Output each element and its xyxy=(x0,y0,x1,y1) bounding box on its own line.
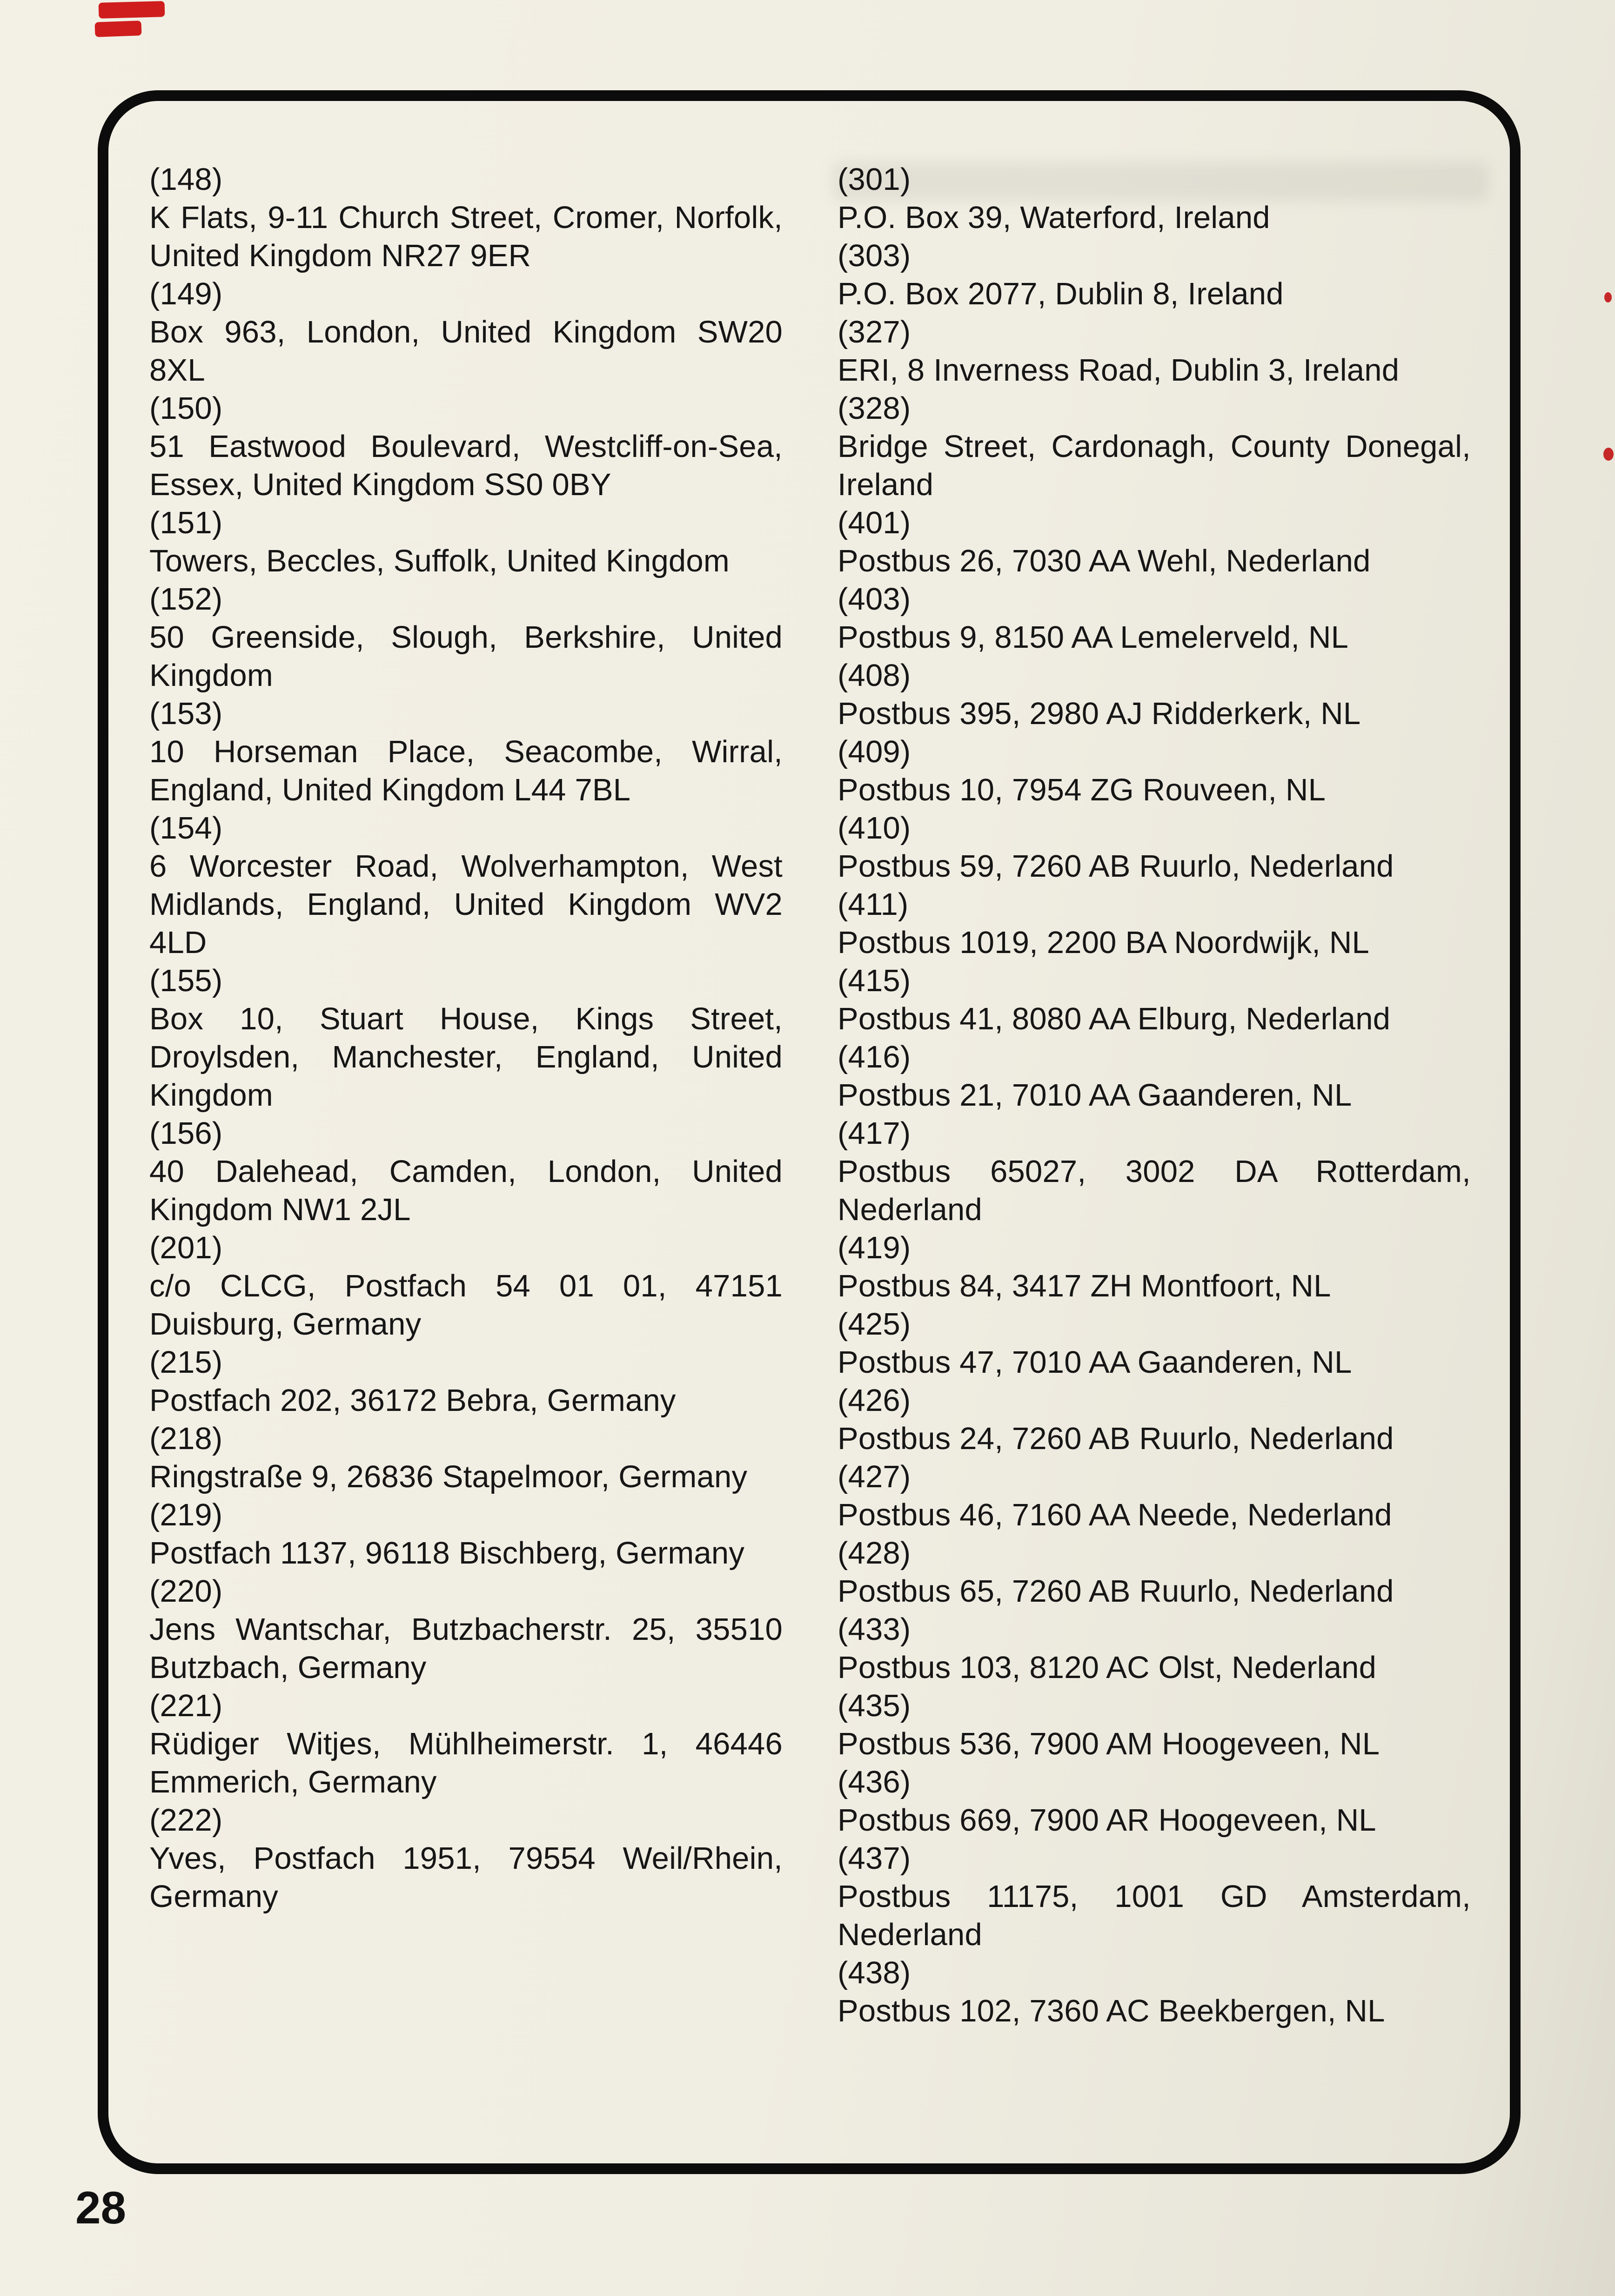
entry-address: Yves, Postfach 1951, 79554 Weil/Rhein, Germany xyxy=(149,1841,783,1914)
address-entry xyxy=(838,1839,1471,1954)
entry-code: (155) xyxy=(149,963,223,998)
entry-code: (416) xyxy=(838,1040,911,1074)
address-entry xyxy=(149,161,783,275)
entry-code: (411) xyxy=(838,887,909,922)
address-entry xyxy=(838,886,1471,962)
entry-code: (303) xyxy=(838,238,911,273)
address-entry xyxy=(838,1229,1471,1305)
entry-code: (153) xyxy=(149,696,223,731)
address-entry xyxy=(838,809,1471,886)
address-entry xyxy=(149,275,783,389)
entry-code: (436) xyxy=(838,1765,911,1799)
entry-code: (328) xyxy=(838,391,911,426)
entry-address: K Flats, 9-11 Church Street, Cromer, Norfolk, United Kingdom NR27 9ER xyxy=(149,200,783,273)
address-entry xyxy=(149,1229,783,1343)
entry-code: (220) xyxy=(149,1574,223,1609)
red-ink-speck xyxy=(1604,292,1612,302)
entry-address: Bridge Street, Cardonagh, County Donegal, Ireland xyxy=(838,429,1471,502)
address-entry xyxy=(838,1687,1471,1763)
entry-address: Postbus 26, 7030 AA Wehl, Nederland xyxy=(838,544,1371,578)
entry-address: Postbus 395, 2980 AJ Ridderkerk, NL xyxy=(838,696,1361,731)
entry-code: (219) xyxy=(149,1497,223,1532)
red-ink-mark xyxy=(99,1,165,19)
entry-address: P.O. Box 39, Waterford, Ireland xyxy=(838,200,1270,235)
address-entry xyxy=(838,1038,1471,1114)
entry-address: Ringstraße 9, 26836 Stapelmoor, Germany xyxy=(149,1459,748,1494)
entry-code: (419) xyxy=(838,1230,911,1265)
entry-address: Postbus 669, 7900 AR Hoogeveen, NL xyxy=(838,1803,1376,1838)
address-entry xyxy=(838,1305,1471,1382)
entry-address: Towers, Beccles, Suffolk, United Kingdom xyxy=(149,544,730,578)
entry-address: 10 Horseman Place, Seacombe, Wirral, England, United Kingdom L44 7BL xyxy=(149,734,783,807)
entry-code: (150) xyxy=(149,391,223,426)
entry-address: Postbus 9, 8150 AA Lemelerveld, NL xyxy=(838,620,1349,655)
two-column-layout xyxy=(149,161,1471,2030)
entry-code: (409) xyxy=(838,734,911,769)
entry-address: Postbus 41, 8080 AA Elburg, Nederland xyxy=(838,1001,1391,1036)
entry-code: (417) xyxy=(838,1116,911,1151)
entry-code: (152) xyxy=(149,582,223,617)
address-entry xyxy=(838,1382,1471,1458)
entry-code: (222) xyxy=(149,1803,223,1838)
entry-code: (433) xyxy=(838,1612,911,1647)
entry-address: Postbus 24, 7260 AB Ruurlo, Nederland xyxy=(838,1421,1394,1456)
entry-address: Postbus 103, 8120 AC Olst, Nederland xyxy=(838,1650,1377,1685)
address-entry xyxy=(149,1572,783,1687)
entry-code: (148) xyxy=(149,162,223,197)
address-entry xyxy=(149,1687,783,1801)
address-entry xyxy=(838,389,1471,504)
address-entry xyxy=(838,1114,1471,1229)
entry-address: Rüdiger Witjes, Mühlheimerstr. 1, 46446 Emmerich, Germany xyxy=(149,1726,783,1799)
entry-address: Box 963, London, United Kingdom SW20 8XL xyxy=(149,315,783,388)
address-entry xyxy=(838,237,1471,313)
entry-address: Postbus 536, 7900 AM Hoogeveen, NL xyxy=(838,1726,1380,1761)
address-entry xyxy=(838,733,1471,809)
address-entry xyxy=(149,809,783,962)
entry-code: (410) xyxy=(838,811,911,846)
entry-code: (201) xyxy=(149,1230,223,1265)
entry-address: 51 Eastwood Boulevard, Westcliff-on-Sea, Essex, United Kingdom SS0 0BY xyxy=(149,429,783,502)
entry-code: (437) xyxy=(838,1841,911,1876)
address-entry xyxy=(838,962,1471,1038)
address-entry xyxy=(149,695,783,809)
entry-code: (151) xyxy=(149,505,223,540)
entry-code: (425) xyxy=(838,1307,911,1342)
address-entry xyxy=(149,1801,783,1916)
address-entry xyxy=(149,962,783,1114)
entry-address: Postbus 1019, 2200 BA Noordwijk, NL xyxy=(838,925,1369,960)
entry-address: Jens Wantschar, Butzbacherstr. 25, 35510 Butzbach, Germany xyxy=(149,1612,783,1685)
address-entry xyxy=(838,1763,1471,1839)
entry-code: (156) xyxy=(149,1116,223,1151)
entry-address: 40 Dalehead, Camden, London, United Kingdom NW1 2JL xyxy=(149,1154,783,1227)
entry-address: 6 Worcester Road, Wolverhampton, West Midlands, England, United Kingdom WV2 4LD xyxy=(149,849,783,960)
address-entry xyxy=(838,1954,1471,2030)
entry-code: (415) xyxy=(838,963,911,998)
address-entry xyxy=(149,1343,783,1420)
entry-address: Postbus 21, 7010 AA Gaanderen, NL xyxy=(838,1078,1352,1113)
entry-address: c/o CLCG, Postfach 54 01 01, 47151 Duisburg, Germany xyxy=(149,1269,783,1342)
entry-code: (154) xyxy=(149,811,223,846)
entry-address: Postbus 84, 3417 ZH Montfoort, NL xyxy=(838,1269,1331,1303)
address-list-frame xyxy=(98,90,1521,2174)
address-entry xyxy=(149,580,783,695)
entry-code: (221) xyxy=(149,1688,223,1723)
entry-address: Postfach 1137, 96118 Bischberg, Germany xyxy=(149,1536,745,1571)
entry-address: Postbus 59, 7260 AB Ruurlo, Nederland xyxy=(838,849,1394,884)
entry-code: (426) xyxy=(838,1383,911,1418)
entry-address: Postbus 11175, 1001 GD Amsterdam, Nederland xyxy=(838,1879,1471,1952)
entry-address: ERI, 8 Inverness Road, Dublin 3, Ireland xyxy=(838,353,1400,388)
address-entry xyxy=(838,1458,1471,1534)
address-entry xyxy=(838,657,1471,733)
red-ink-speck xyxy=(1603,448,1614,461)
entry-address: Box 10, Stuart House, Kings Street, Droylsden, Manchester, England, United Kingdom xyxy=(149,1001,783,1113)
address-entry xyxy=(838,313,1471,389)
entry-address: Postbus 46, 7160 AA Neede, Nederland xyxy=(838,1497,1392,1532)
entry-code: (403) xyxy=(838,582,911,617)
entry-address: Postbus 10, 7954 ZG Rouveen, NL xyxy=(838,772,1326,807)
red-ink-mark xyxy=(94,20,141,37)
address-entry xyxy=(149,504,783,580)
address-entry xyxy=(838,161,1471,237)
entry-code: (427) xyxy=(838,1459,911,1494)
address-entry xyxy=(838,580,1471,657)
entry-address: Postbus 65027, 3002 DA Rotterdam, Nederland xyxy=(838,1154,1471,1227)
entry-code: (438) xyxy=(838,1955,911,1990)
address-entry xyxy=(149,389,783,504)
address-entry xyxy=(149,1496,783,1572)
entry-code: (149) xyxy=(149,276,223,311)
entry-address: Postbus 65, 7260 AB Ruurlo, Nederland xyxy=(838,1574,1394,1609)
address-entry xyxy=(838,504,1471,580)
entry-address: 50 Greenside, Slough, Berkshire, United Kingdom xyxy=(149,620,783,693)
address-entry xyxy=(838,1611,1471,1687)
entry-code: (435) xyxy=(838,1688,911,1723)
address-entry xyxy=(149,1114,783,1229)
address-column-left xyxy=(149,161,783,2030)
page-number: 28 xyxy=(75,2182,127,2233)
entry-code: (401) xyxy=(838,505,911,540)
address-entry xyxy=(149,1420,783,1496)
entry-address: Postfach 202, 36172 Bebra, Germany xyxy=(149,1383,676,1418)
entry-code: (408) xyxy=(838,658,911,693)
entry-code: (215) xyxy=(149,1345,223,1380)
entry-code: (301) xyxy=(838,162,911,197)
address-column-right xyxy=(838,161,1471,2030)
entry-code: (327) xyxy=(838,315,911,349)
address-entry xyxy=(838,1534,1471,1611)
entry-address: Postbus 102, 7360 AC Beekbergen, NL xyxy=(838,1994,1385,2028)
entry-code: (428) xyxy=(838,1536,911,1571)
entry-code: (218) xyxy=(149,1421,223,1456)
entry-address: Postbus 47, 7010 AA Gaanderen, NL xyxy=(838,1345,1352,1380)
entry-address: P.O. Box 2077, Dublin 8, Ireland xyxy=(838,276,1284,311)
